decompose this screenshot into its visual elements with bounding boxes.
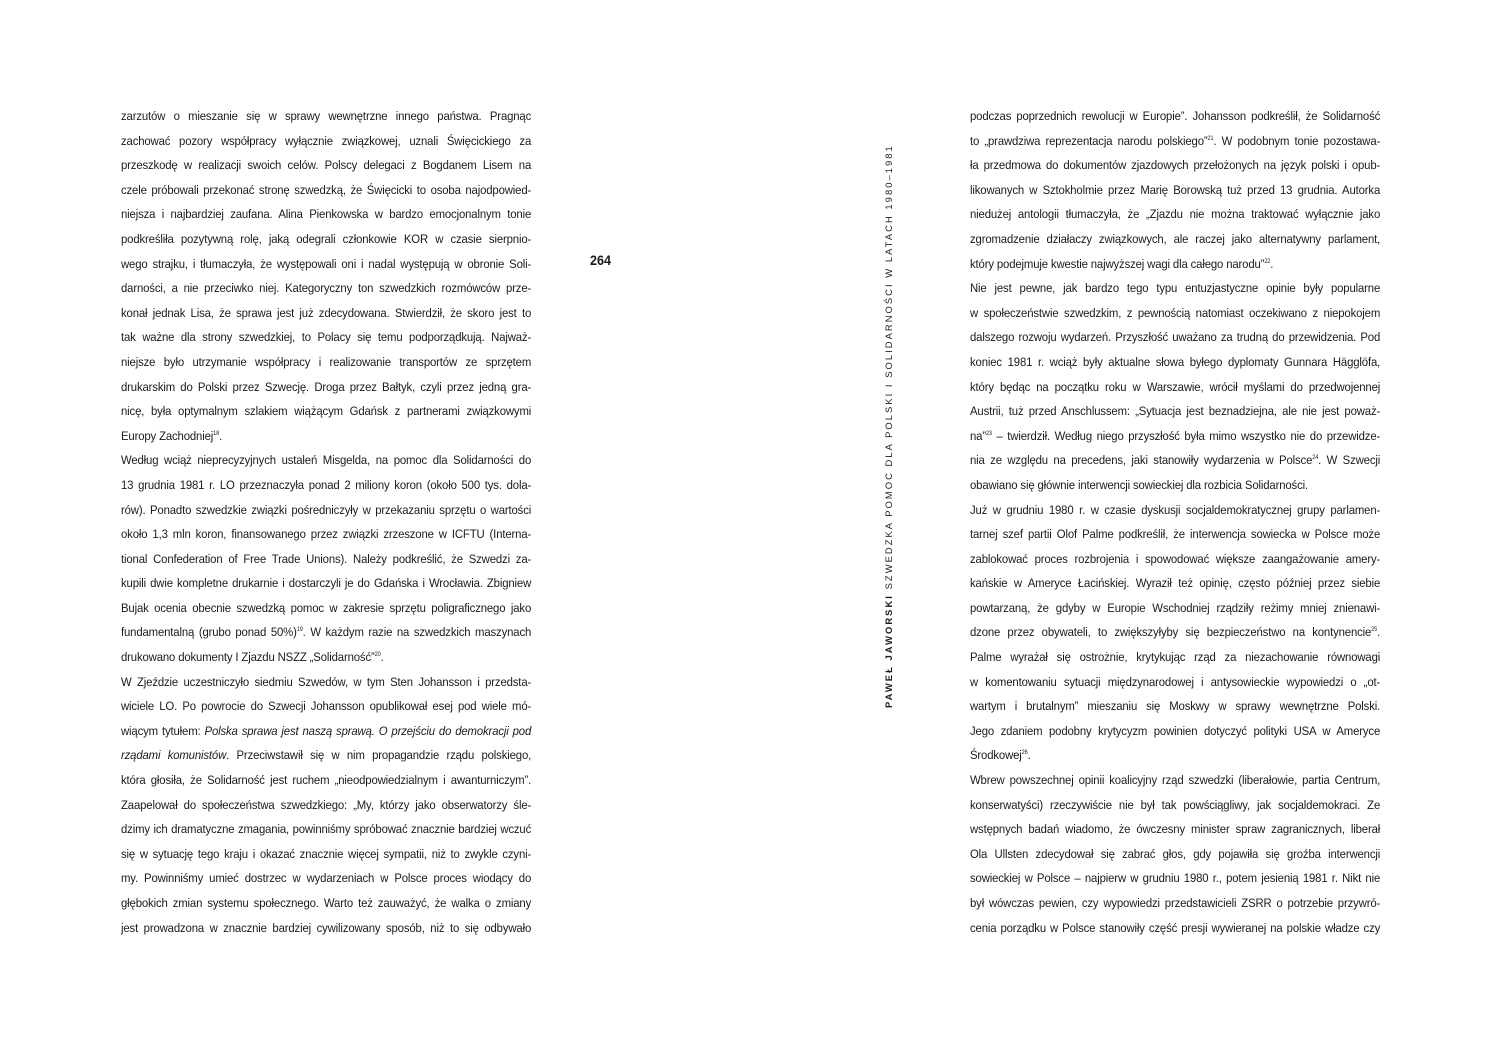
text-fragment: Europy Zachodniej <box>121 428 214 443</box>
text-line: Ola Ullsten zdecydował się zabrać głos, gdy pojawiła się groźba interwencji <box>970 846 1381 861</box>
footnote-ref-19: 19 <box>296 627 303 634</box>
running-head <box>883 144 894 708</box>
text-line: rów). Ponadto szwedzkie związki pośredniczyły w przekazaniu sprzętu o wartości <box>121 502 532 517</box>
text-fragment: Środkowej <box>970 748 1022 763</box>
text-line: likowanych w Sztokholmie przez Marię Borowską tuż przed 13 grudnia. Autorka <box>970 182 1381 197</box>
text-line: zablokować proces rozbrojenia i spowodować większe zaangażowanie amery- <box>970 551 1381 566</box>
text-line: Austrii, tuż przed Anschlussem: „Sytuacja jest beznadziejna, ale nie jest poważ- <box>970 404 1381 419</box>
text-line: Jego zdaniem podobny krytycyzm powinien dotyczyć polityki USA w Ameryce <box>970 723 1381 738</box>
text-fragment: . Przeciwstawił się w nim propagandzie rządu polskiego, <box>226 748 532 763</box>
footnote-ref-23: 23 <box>985 430 992 437</box>
text-fragment: fundamentalną (grubo ponad 50%) <box>121 625 297 640</box>
text-fragment: . <box>1377 625 1381 640</box>
text-line <box>121 719 531 744</box>
text-line <box>970 129 1380 154</box>
text-line: kupili dwie kompletne drukarnie i dostarczyli je do Gdańska i Wrocławia. Zbigniew <box>121 576 532 591</box>
left-column-text <box>121 104 531 940</box>
text-line <box>970 620 1380 645</box>
text-fragment: który podejmuje kwestie najwyższej wagi dla całego narodu” <box>970 256 1265 271</box>
text-line: około 1,3 mln koron, finansowanego przez związki zrzeszone w ICFTU (Interna- <box>121 527 532 542</box>
text-line: zarzutów o mieszanie się w sprawy wewnętrzne innego państwa. Pragnąc <box>121 109 532 123</box>
text-line: jest prowadzona w znacznie bardziej cywilizowany sposób, niż to się odbywało <box>121 920 532 935</box>
text-line: darności, a nie przeciwko niej. Kategoryczny ton szwedzkich rozmówców prze- <box>121 281 532 296</box>
text-fragment: drukowano dokumenty I Zjazdu NSZZ „Solidarność” <box>121 650 375 665</box>
footnote-ref-26: 26 <box>1021 750 1028 757</box>
text-fragment: . W każdym razie na szwedzkich maszynach <box>302 625 532 640</box>
text-line: Już w grudniu 1980 r. w czasie dyskusji socjaldemokratycznej grupy parlamen- <box>970 502 1381 517</box>
text-line: niedużej antologii tłumaczyła, że „Zjazdu nie można traktować wyłącznie jako <box>970 207 1381 222</box>
text-line: drukarskim do Polski przez Szwecję. Droga przez Bałtyk, czyli przez jedną gra- <box>121 379 532 394</box>
text-line: się w sytuację tego kraju i okazać znacznie więcej sympatii, niż to zwykle czyni- <box>121 846 532 861</box>
text-line: przeszkodę w realizacji swoich celów. Polscy delegaci z Bogdanem Lisem na <box>121 158 532 173</box>
text-line <box>121 645 531 670</box>
text-line: Bujak ocenia obecnie szwedzką pomoc w zakresie sprzętu poligraficznego jako <box>121 600 532 615</box>
text-line: dalszego rozwoju wydarzeń. Przyszłość uważano za trudną do przewidzenia. Pod <box>970 330 1381 345</box>
text-line: kańskie w Ameryce Łacińskiej. Wyraził też opinię, często później przez siebie <box>970 576 1381 591</box>
text-fragment: . W Szwecji <box>1318 453 1381 468</box>
text-line: cenia porządku w Polsce stanowiły część presji wywieranej na polskie władze czy <box>970 920 1381 935</box>
text-fragment: . <box>380 650 384 665</box>
text-line: Zaapelował do społeczeństwa szwedzkiego: „My, którzy jako obserwatorzy śle- <box>121 797 532 812</box>
text-line: podczas poprzednich rewolucji w Europie”. Johansson podkreślił, że Solidarność <box>970 109 1381 123</box>
text-line: podkreśliła pozytywną rolę, jaką odegrali członkowie KOR w czasie sierpnio- <box>121 231 532 246</box>
text-line: powtarzaną, że gdyby w Europie Wschodniej rządziły reżimy mniej znienawi- <box>970 600 1381 615</box>
text-fragment: na” <box>970 428 986 443</box>
text-line: tak ważne dla strony szwedzkiej, to Polacy się temu podporządkują. Najważ- <box>121 330 532 345</box>
text-line: w komentowaniu sytuacji międzynarodowej i antysowieckie wypowiedzi o „ot- <box>970 674 1381 689</box>
text-fragment: . <box>219 428 223 443</box>
text-line: zachować pozory współpracy wyłącznie związkowej, uznali Święcickiego za <box>121 133 532 148</box>
text-line <box>970 252 1380 277</box>
text-line: zgromadzenie działaczy związkowych, ale raczej jako alternatywny parlament, <box>970 231 1381 246</box>
text-line: niejsza i najbardziej zaufana. Alina Pienkowska w bardzo emocjonalnym tonie <box>121 207 532 222</box>
footnote-ref-25: 25 <box>1371 627 1378 634</box>
text-line <box>121 743 531 768</box>
text-line: głębokich zmian systemu społecznego. Warto też zauważyć, że walka o zmiany <box>121 896 532 910</box>
text-line: niejsze było utrzymanie współpracy i realizowanie transportów ze sprzętem <box>121 354 532 369</box>
text-line <box>970 424 1380 449</box>
text-fragment: . <box>1270 256 1274 271</box>
running-head-author: PAWEŁ JAWORSKI <box>883 594 894 708</box>
text-line: który będąc na początku roku w Warszawie, wrócił myślami do przedwojennej <box>970 379 1381 394</box>
text-line <box>121 424 531 449</box>
text-line: dzimy ich dramatyczne zmagania, powinniśmy spróbować znacznie bardziej wczuć <box>121 822 532 837</box>
footnote-ref-24: 24 <box>1312 455 1319 462</box>
text-fragment: nia ze względu na precedens, jaki stanowiły wydarzenia w Polsce <box>970 453 1313 468</box>
text-fragment: . <box>1027 748 1031 763</box>
footnote-ref-22: 22 <box>1264 258 1271 265</box>
text-line: Wbrew powszechnej opinii koalicyjny rząd szwedzki (liberałowie, partia Centrum, <box>970 773 1381 788</box>
text-fragment: wiącym tytułem: <box>121 723 205 738</box>
text-line: Nie jest pewne, jak bardzo tego typu entuzjastyczne opinie były popularne <box>970 281 1381 296</box>
footnote-ref-20: 20 <box>374 652 381 659</box>
italic-title: rządami komunistów <box>121 748 227 763</box>
text-line: obawiano się głównie interwencji sowieckiej dla rozbicia Solidarności. <box>970 477 1309 492</box>
text-fragment: to „prawdziwa reprezentacja narodu polskiego” <box>970 133 1208 148</box>
right-column-text <box>970 104 1380 940</box>
text-line: my. Powinniśmy umieć dostrzec w wydarzeniach w Polsce proces wiodący do <box>121 871 532 886</box>
text-fragment: dzone przez obywateli, to zwiększyłyby się bezpieczeństwo na kontynencie <box>970 625 1372 640</box>
text-line <box>970 448 1380 473</box>
text-fragment: – twierdził. Według niego przyszłość była mimo wszystko nie do przewidze- <box>991 428 1381 443</box>
text-line: wiciele LO. Po powrocie do Szwecji Johansson opublikował esej pod wiele mó- <box>121 699 532 714</box>
text-line <box>121 620 531 645</box>
text-line: w społeczeństwie szwedzkim, z pewnością natomiast oczekiwano z niepokojem <box>970 305 1381 320</box>
text-line: koniec 1981 r. wciąż były aktualne słowa byłego dyplomaty Gunnara Hägglöfa, <box>970 354 1381 369</box>
text-line: wartym i brutalnym” mieszaniu się Moskwy w sprawy wewnętrzne Polski. <box>970 699 1381 714</box>
text-line <box>970 743 1380 768</box>
italic-title: Polska sprawa jest naszą sprawą. O przejściu do demokracji pod <box>204 723 532 738</box>
text-line: był wówczas pewien, czy wypowiedzi przedstawicieli ZSRR o potrzebie przywró- <box>970 896 1381 910</box>
text-line: która głosiła, że Solidarność jest ruchem „nieodpowiedzialnym i awanturniczym”. <box>121 773 532 788</box>
text-line: wstępnych badań wiadomo, że ówczesny minister spraw zagranicznych, liberał <box>970 822 1381 837</box>
text-line: konał jednak Lisa, że sprawa jest już zdecydowana. Stwierdził, że skoro jest to <box>121 305 532 320</box>
footnote-ref-18: 18 <box>213 430 220 437</box>
text-line: tarnej szef partii Olof Palme podkreślił, że interwencja sowiecka w Polsce może <box>970 527 1381 542</box>
text-line: nicę, była optymalnym szlakiem wiążącym Gdańsk z partnerami związkowymi <box>121 404 532 419</box>
text-line: tional Confederation of Free Trade Unions). Należy podkreślić, że Szwedzi za- <box>121 551 532 566</box>
text-line: sowieckiej w Polsce – najpierw w grudniu 1980 r., potem jesienią 1981 r. Nikt nie <box>970 871 1381 886</box>
text-line: ła przedmowa do dokumentów zjazdowych przełożonych na język polski i opub- <box>970 158 1381 173</box>
page-number: 264 <box>590 252 612 268</box>
text-line: konserwatyści) rzeczywiście nie był tak powściągliwy, jak socjaldemokraci. Ze <box>970 797 1381 812</box>
text-line: wego strajku, i tłumaczyła, że występowali oni i nadal występują w obronie Soli- <box>121 256 532 271</box>
text-line: czele próbowali przekonać stronę szwedzką, że Święcicki to osoba najodpowied- <box>121 182 532 197</box>
text-fragment: . W podobnym tonie pozostawa- <box>1213 133 1381 148</box>
text-line: Palme wyrażał się ostrożnie, krytykując rząd za niezachowanie równowagi <box>970 650 1381 665</box>
running-head-title: SZWEDZKA POMOC DLA POLSKI I SOLIDARNOŚCI W LATACH 1980–1981 <box>883 144 894 590</box>
text-line: 13 grudnia 1981 r. LO przeznaczyła ponad 2 miliony koron (około 500 tys. dola- <box>121 477 532 492</box>
text-line: W Zjeździe uczestniczyło siedmiu Szwedów, w tym Sten Johansson i przedsta- <box>121 674 532 689</box>
footnote-ref-21: 21 <box>1207 135 1214 142</box>
text-line: Według wciąż nieprecyzyjnych ustaleń Misgelda, na pomoc dla Solidarności do <box>121 453 532 468</box>
